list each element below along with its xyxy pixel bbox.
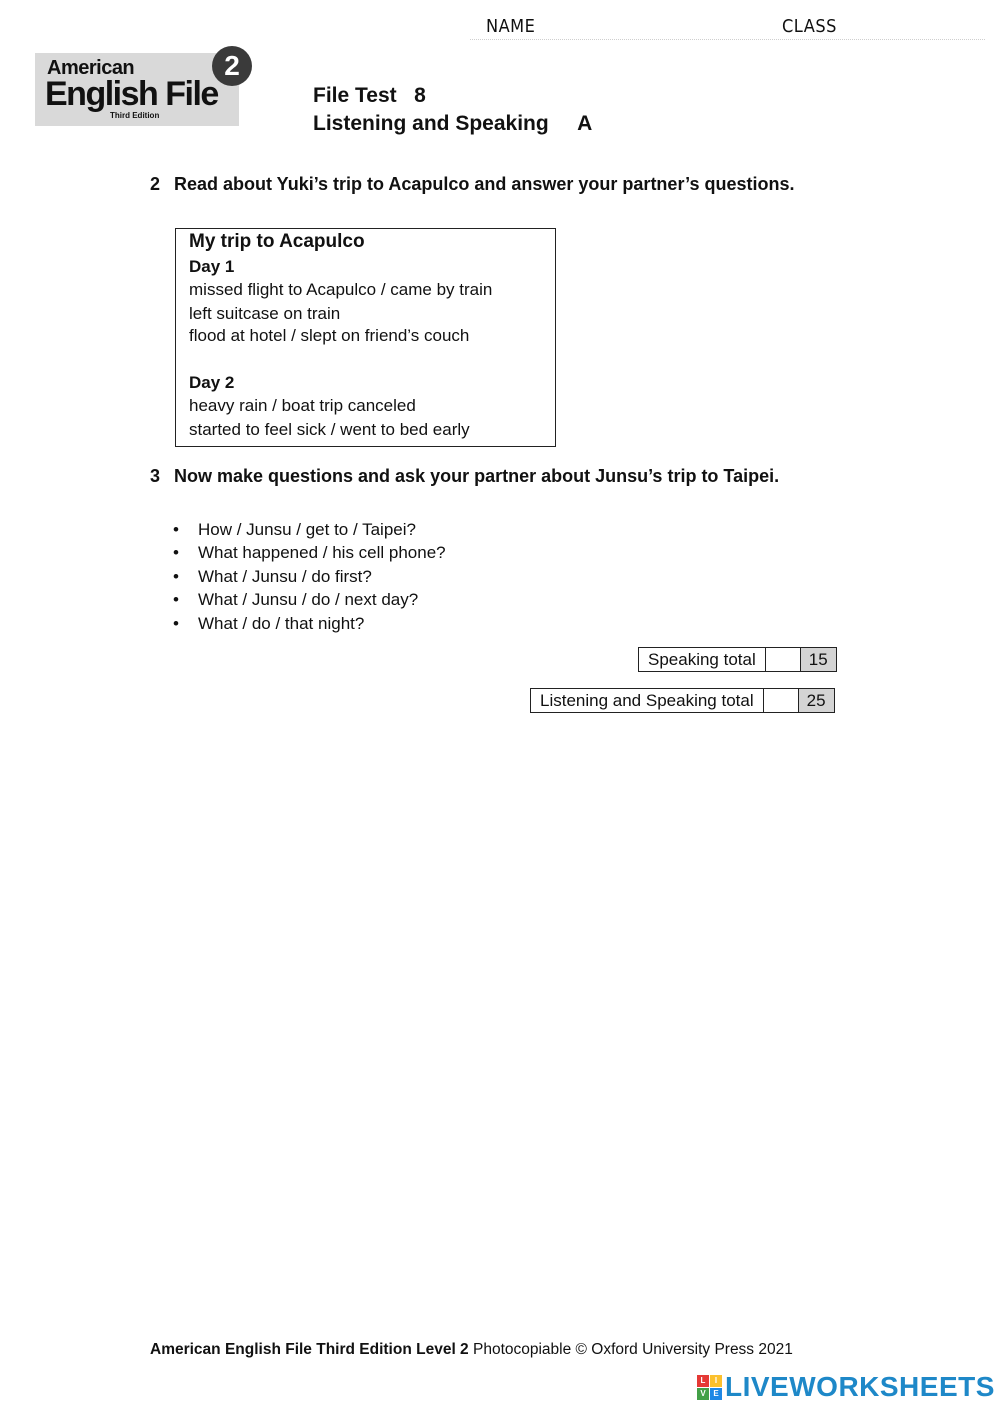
header-line (470, 39, 985, 40)
bullet-icon: • (173, 590, 179, 610)
day2-line: heavy rain / boat trip canceled (189, 396, 416, 415)
bullet-icon: • (173, 613, 179, 633)
speaking-max-score: 15 (801, 648, 836, 671)
level-badge: 2 (212, 46, 252, 86)
yuki-trip-box (175, 228, 556, 447)
day1-line: left suitcase on train (189, 304, 341, 323)
day1-line: flood at hotel / slept on friend’s couch (189, 326, 470, 345)
footer-bold: American English File Third Edition Level 2 (150, 1341, 469, 1358)
speaking-total-box (638, 647, 837, 672)
question-2-text: Read about Yuki’s trip to Acapulco and answer your partner’s questions. (174, 174, 795, 194)
liveworksheets-logo (697, 1372, 995, 1402)
listening-speaking-total-box (530, 688, 835, 713)
test-title: File Test 8 (313, 84, 426, 107)
listening-speaking-max-score: 25 (799, 689, 834, 712)
american-english-file-logo (35, 53, 239, 126)
listening-speaking-score-input[interactable] (764, 689, 799, 712)
day1-label: Day 1 (189, 257, 235, 276)
footer-rest: Photocopiable © Oxford University Press 2021 (468, 1341, 793, 1358)
question-3-number: 3 (150, 466, 161, 486)
liveworksheets-text: LIVEWORKSHEETS (725, 1371, 995, 1402)
question-3-text: Now make questions and ask your partner about Junsu’s trip to Taipei. (174, 466, 780, 486)
logo-edition: Third Edition (110, 111, 160, 120)
question-2-number: 2 (150, 174, 161, 194)
name-label: NAME (486, 16, 536, 37)
bullet-icon: • (173, 566, 179, 586)
speaking-total-label: Speaking total (639, 648, 766, 671)
block-letter: E (710, 1388, 722, 1400)
block-letter: V (697, 1388, 709, 1400)
liveworksheets-blocks-icon (697, 1375, 722, 1400)
block-letter: I (710, 1375, 722, 1387)
day2-line: started to feel sick / went to bed early (189, 420, 470, 439)
day1-line: missed flight to Acapulco / came by train (189, 280, 493, 299)
class-label: CLASS (782, 16, 837, 37)
listening-speaking-total-label: Listening and Speaking total (531, 689, 764, 712)
speaking-score-input[interactable] (766, 648, 801, 671)
bullet-icon: • (173, 520, 179, 539)
bullet-icon: • (173, 543, 179, 563)
logo-line2: English File (45, 75, 218, 113)
footer-copyright (150, 1341, 793, 1359)
trip-box-heading: My trip to Acapulco (189, 231, 365, 252)
day2-label: Day 2 (189, 373, 235, 392)
test-subtitle: Listening and Speaking A (313, 112, 593, 135)
logo-line1: American (47, 57, 135, 79)
block-letter: L (697, 1375, 709, 1387)
